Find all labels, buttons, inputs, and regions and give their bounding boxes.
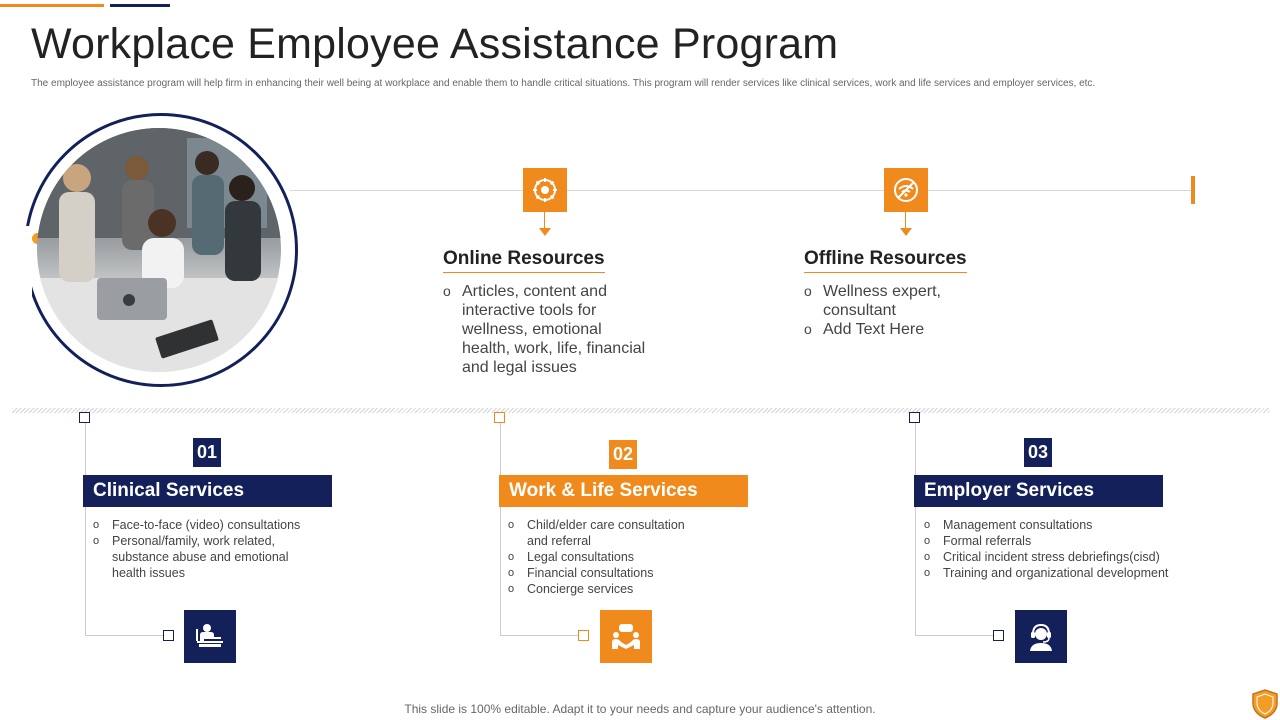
section-divider	[12, 408, 1270, 413]
list-item: o Face-to-face (video) consultations	[93, 517, 323, 533]
offline-resources-arrow	[900, 228, 912, 236]
online-resources-title: Online Resources	[443, 248, 605, 273]
list-item: o Management consultations	[924, 517, 1194, 533]
service-title-work-life: Work & Life Services	[499, 475, 748, 507]
service-number: 03	[1024, 438, 1052, 467]
shield-logo-icon	[1252, 689, 1278, 719]
list-item: o Financial consultations	[508, 565, 708, 581]
column-node	[993, 630, 1004, 641]
top-accent-bar-orange	[0, 4, 104, 7]
globe-gear-icon	[523, 168, 567, 212]
offline-resources-title: Offline Resources	[804, 248, 967, 273]
no-wifi-icon	[884, 168, 928, 212]
column-node	[578, 630, 589, 641]
employer-services-list	[924, 517, 1194, 581]
list-item: o Training and organizational development	[924, 565, 1194, 581]
list-item: o Critical incident stress debriefings(cisd)	[924, 549, 1194, 565]
clinical-services-list	[93, 517, 323, 581]
list-item: o Personal/family, work related, substance abuse and emotional health issues	[93, 533, 323, 581]
timeline-end-marker	[1191, 176, 1195, 204]
slide-title: Workplace Employee Assistance Program	[31, 20, 839, 68]
resources-timeline	[290, 190, 1195, 191]
consultation-handshake-icon	[600, 610, 652, 663]
list-item: o Formal referrals	[924, 533, 1194, 549]
online-resources-arrow	[539, 228, 551, 236]
list-item: o Child/elder care consultation and referral	[508, 517, 708, 549]
list-item: o Articles, content and interactive tools for wellness, emotional health, work, life, financial and legal issues	[443, 282, 653, 377]
slide-subtitle: The employee assistance program will help firm in enhancing their well being at workplace and enable them to handle critical situations. This program will render services like clinical services, work and life services and employer services, etc.	[31, 78, 1096, 89]
service-number: 01	[193, 438, 221, 467]
column-node	[163, 630, 174, 641]
list-item: o Legal consultations	[508, 549, 708, 565]
column-node	[79, 412, 90, 423]
work-life-services-list	[508, 517, 708, 597]
footer-note: This slide is 100% editable. Adapt it to your needs and capture your audience's attention.	[404, 702, 876, 716]
column-node	[494, 412, 505, 423]
list-item: o Concierge services	[508, 581, 708, 597]
list-item: o Add Text Here	[804, 320, 954, 339]
service-title-clinical: Clinical Services	[83, 475, 332, 507]
column-node	[909, 412, 920, 423]
doctor-desk-icon	[184, 610, 236, 663]
top-accent-bar-navy	[110, 4, 170, 7]
team-photo	[37, 128, 281, 372]
offline-resources-list	[804, 282, 954, 339]
list-item: o Wellness expert, consultant	[804, 282, 954, 320]
service-title-employer: Employer Services	[914, 475, 1163, 507]
online-resources-list	[443, 282, 653, 377]
headset-support-icon	[1015, 610, 1067, 663]
service-number: 02	[609, 440, 637, 469]
